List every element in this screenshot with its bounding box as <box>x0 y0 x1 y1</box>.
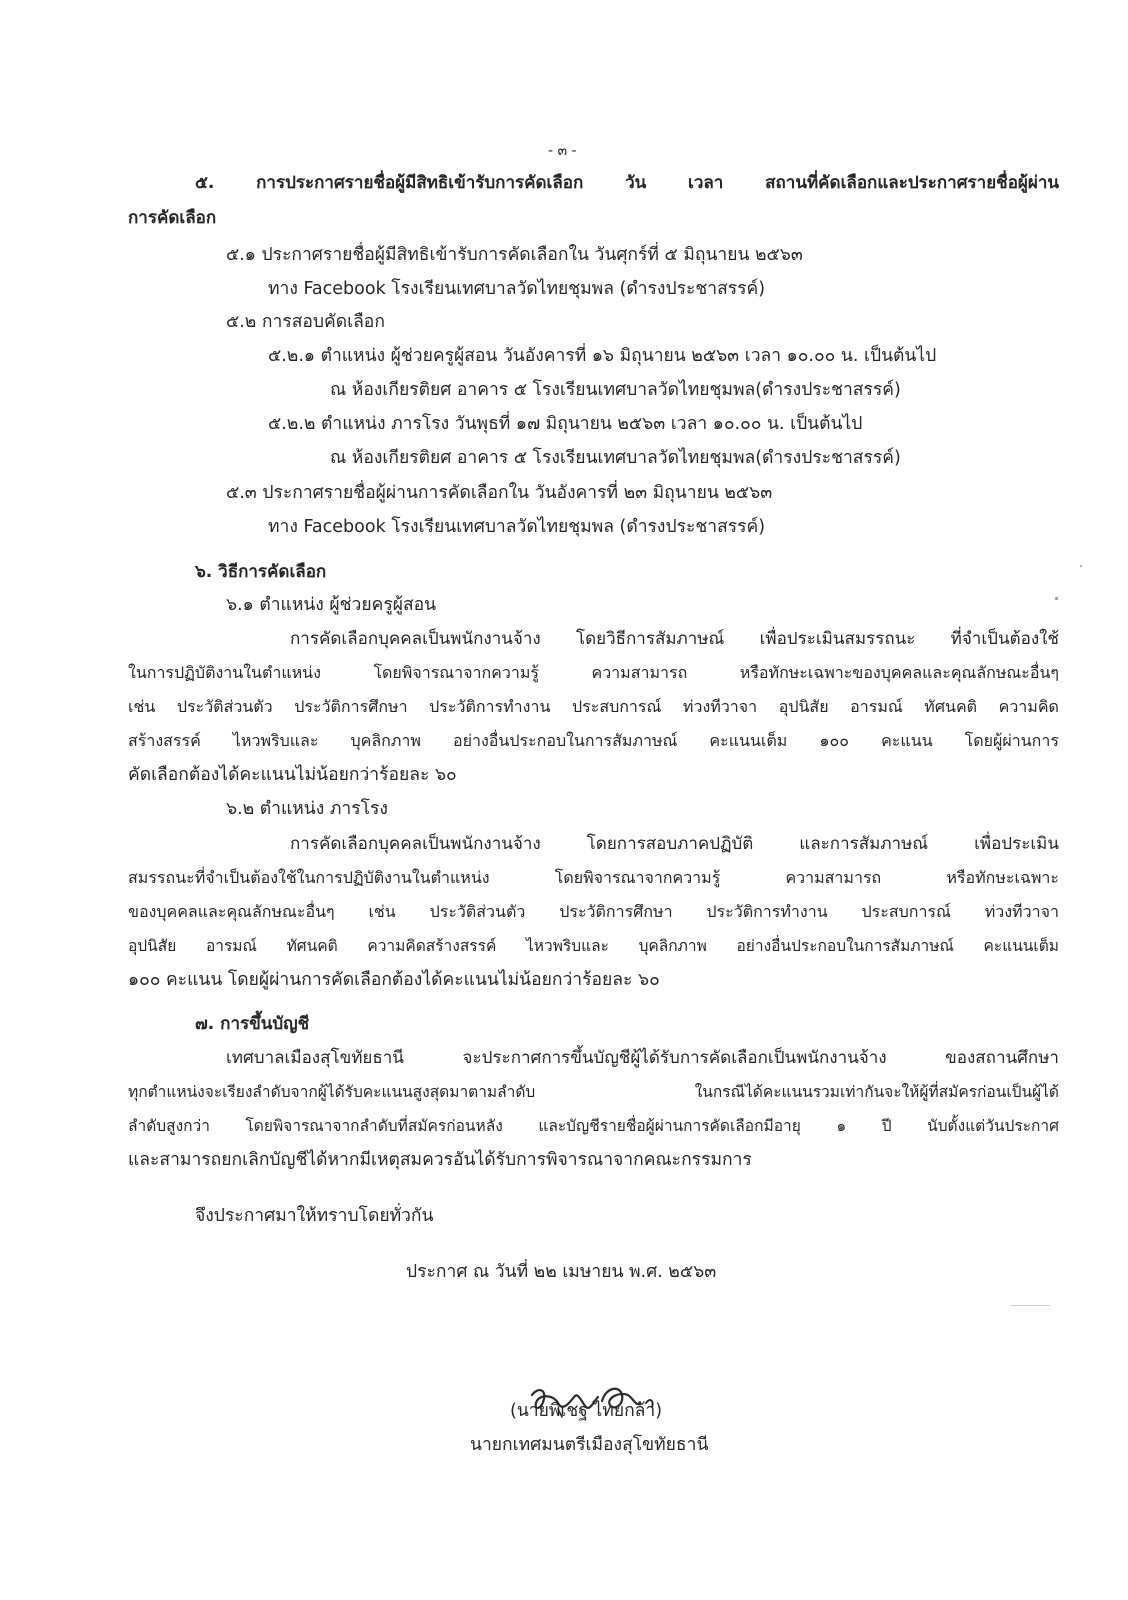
section-6-heading: ๖. วิธีการคัดเลือก <box>195 562 327 582</box>
para-6-1-line-2: ในการปฏิบัติงานในตำแหน่ง โดยพิจารณาจากความรู้ ความสามารถ หรือทักษะเฉพาะของบุคคลและคุณลักษณะอื่นๆ <box>128 663 1059 682</box>
item-5-2-2: ๕.๒.๒ ตำแหน่ง ภารโรง วันพุธที่ ๑๗ มิถุนายน ๒๕๖๓ เวลา ๑๐.๐๐ น. เป็นต้นไป <box>268 414 863 434</box>
para-6-2-line-1: การคัดเลือกบุคคลเป็นพนักงานจ้าง โดยการสอบภาคปฏิบัติ และการสัมภาษณ์ เพื่อประเมิน <box>290 834 1059 854</box>
para-6-1-line-3: เช่น ประวัติส่วนตัว ประวัติการศึกษา ประวัติการทำงาน ประสบการณ์ ท่วงทีวาจา อุปนิสัย อารมณ์ ทัศนคติ ความคิด <box>128 697 1059 716</box>
signatory-name: (นายพิเชฐ ไทยกล้า) <box>510 1401 663 1421</box>
para-7-line-3: ลำดับสูงกว่า โดยพิจารณาจากลำดับที่สมัครก่อนหลัง และบัญชีรายชื่อผู้ผ่านการคัดเลือกมีอายุ ๑ ปี นับตั้งแต่วันประกาศ <box>128 1117 1059 1135</box>
item-5-2-1-cont: ณ ห้องเกียรติยศ อาคาร ๕ โรงเรียนเทศบาลวัดไทยชุมพล(ดำรงประชาสรรค์) <box>330 380 901 400</box>
closing-line: จึงประกาศมาให้ทราบโดยทั่วกัน <box>195 1206 434 1226</box>
para-6-2-line-2: สมรรถนะที่จำเป็นต้องใช้ในการปฏิบัติงานในตำแหน่ง โดยพิจารณาจากความรู้ ความสามารถ หรือทักษะเฉพาะ <box>128 868 1059 887</box>
scan-speck <box>1080 565 1082 567</box>
item-5-3: ๕.๓ ประกาศรายชื่อผู้ผ่านการคัดเลือกใน วันอังคารที่ ๒๓ มิถุนายน ๒๕๖๓ <box>226 483 773 503</box>
para-6-1-line-1: การคัดเลือกบุคคลเป็นพนักงานจ้าง โดยวิธีการสัมภาษณ์ เพื่อประเมินสมรรถนะ ที่จำเป็นต้องใช้ <box>290 629 1059 649</box>
page-number: - ๓ - <box>548 143 577 159</box>
section-7-heading: ๗. การขึ้นบัญชี <box>195 1014 310 1034</box>
para-6-1-line-4: สร้างสรรค์ ไหวพริบและ บุคลิกภาพ อย่างอื่นประกอบในการสัมภาษณ์ คะแนนเต็ม ๑๐๐ คะแนน โดยผู้ผ่านการ <box>128 731 1059 750</box>
item-6-2-title: ๖.๒ ตำแหน่ง ภารโรง <box>226 799 388 819</box>
item-5-2-1: ๕.๒.๑ ตำแหน่ง ผู้ช่วยครูผู้สอน วันอังคารที่ ๑๖ มิถุนายน ๒๕๖๓ เวลา ๑๐.๐๐ น. เป็นต้นไป <box>268 346 937 366</box>
item-5-2: ๕.๒ การสอบคัดเลือก <box>226 312 385 332</box>
item-6-1-title: ๖.๑ ตำแหน่ง ผู้ช่วยครูผู้สอน <box>226 595 437 615</box>
para-7-line-1: เทศบาลเมืองสุโขทัยธานี จะประกาศการขึ้นบัญชีผู้ได้รับการคัดเลือกเป็นพนักงานจ้าง ของสถานศึกษา <box>226 1048 1059 1068</box>
item-5-2-2-cont: ณ ห้องเกียรติยศ อาคาร ๕ โรงเรียนเทศบาลวัดไทยชุมพล(ดำรงประชาสรรค์) <box>330 448 901 468</box>
item-5-1-cont: ทาง Facebook โรงเรียนเทศบาลวัดไทยชุมพล (ดำรงประชาสรรค์) <box>268 279 766 299</box>
scan-speck <box>1055 597 1058 600</box>
para-7-line-2: ทุกตำแหน่งจะเรียงลำดับจากผู้ได้รับคะแนนสูงสุดมาตามลำดับ ในกรณีได้คะแนนรวมเท่ากันจะให้ผู้ที่สมัครก่อนเป็นผู้ได้ <box>128 1083 1059 1101</box>
scan-speck <box>1010 1305 1050 1306</box>
para-6-2-line-4: อุปนิสัย อารมณ์ ทัศนคติ ความคิดสร้างสรรค์ ไหวพริบและ บุคลิกภาพ อย่างอื่นประกอบในการสัมภาษณ์ คะแนนเต็ม <box>128 937 1059 955</box>
section-5-heading: ๕. การประกาศรายชื่อผู้มีสิทธิเข้ารับการคัดเลือก วัน เวลา สถานที่คัดเลือกและประกาศรายชื่อผู้ผ่าน <box>195 173 1059 193</box>
para-6-2-line-3: ของบุคคลและคุณลักษณะอื่นๆ เช่น ประวัติส่วนตัว ประวัติการศึกษา ประวัติการทำงาน ประสบการณ์ ท่วงทีวาจา <box>128 902 1059 921</box>
signatory-title: นายกเทศมนตรีเมืองสุโขทัยธานี <box>470 1435 709 1455</box>
section-5-heading-cont: การคัดเลือก <box>128 208 217 228</box>
item-5-1: ๕.๑ ประกาศรายชื่อผู้มีสิทธิเข้ารับการคัดเลือกใน วันศุกร์ที่ ๕ มิถุนายน ๒๕๖๓ <box>226 245 803 265</box>
announcement-date: ประกาศ ณ วันที่ ๒๒ เมษายน พ.ศ. ๒๕๖๓ <box>406 1262 717 1282</box>
para-6-2-line-5: ๑๐๐ คะแนน โดยผู้ผ่านการคัดเลือกต้องได้คะแนนไม่น้อยกว่าร้อยละ ๖๐ <box>128 970 660 990</box>
para-6-1-line-5: คัดเลือกต้องได้คะแนนไม่น้อยกว่าร้อยละ ๖๐ <box>128 765 457 785</box>
item-5-3-cont: ทาง Facebook โรงเรียนเทศบาลวัดไทยชุมพล (ดำรงประชาสรรค์) <box>268 517 766 537</box>
para-7-line-4: และสามารถยกเลิกบัญชีได้หากมีเหตุสมควรอันได้รับการพิจารณาจากคณะกรรมการ <box>128 1150 752 1170</box>
